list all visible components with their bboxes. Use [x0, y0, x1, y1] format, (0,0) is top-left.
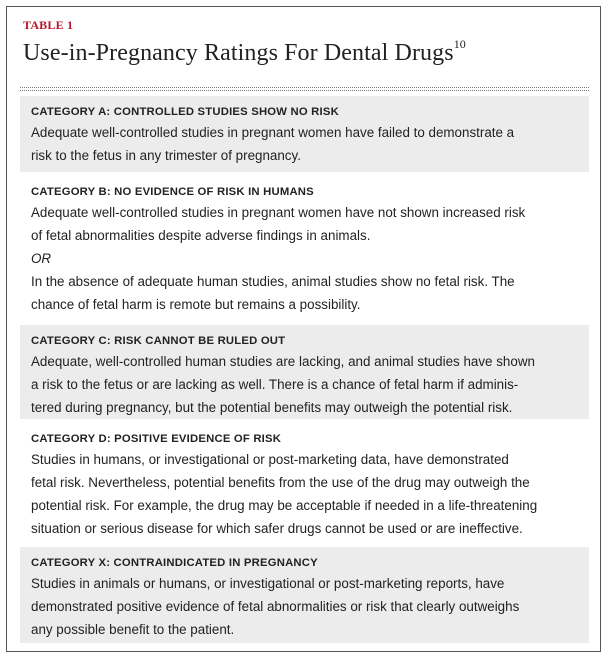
table-title-text: Use-in-Pregnancy Ratings For Dental Drugs [23, 40, 454, 66]
category-d-line-4: situation or serious disease for which safer drugs cannot be used or are ineffective. [31, 521, 523, 536]
table-title-reference: 10 [453, 37, 466, 51]
category-d-line-1: Studies in humans, or investigational or post-marketing data, have demonstrated [31, 452, 509, 467]
category-a-line-2: risk to the fetus in any trimester of pregnancy. [31, 148, 301, 163]
category-x-line-1: Studies in animals or humans, or investigational or post-marketing reports, have [31, 576, 505, 591]
category-d-heading: CATEGORY D: POSITIVE EVIDENCE OF RISK [31, 433, 282, 445]
title-rule-top [20, 87, 589, 88]
category-c-block [20, 325, 589, 419]
category-x-line-2: demonstrated positive evidence of fetal abnormalities or risk that clearly outweighs [31, 599, 520, 614]
category-d-line-2: fetal risk. Nevertheless, potential benefits from the use of the drug may outweigh the [31, 475, 530, 490]
category-c-line-1: Adequate, well-controlled human studies are lacking, and animal studies have shown [31, 354, 535, 369]
category-a-heading: CATEGORY A: CONTROLLED STUDIES SHOW NO RISK [31, 106, 339, 118]
table-label: TABLE 1 [23, 18, 74, 32]
title-rule-bottom [20, 90, 589, 91]
category-x-heading: CATEGORY X: CONTRAINDICATED IN PREGNANCY [31, 557, 318, 569]
category-d-block [20, 423, 589, 543]
category-a-line-1: Adequate well-controlled studies in pregnant women have failed to demonstrate a [31, 125, 515, 140]
category-b-line-4: In the absence of adequate human studies, animal studies show no fetal risk. The [31, 274, 515, 289]
category-d-line-3: potential risk. For example, the drug may be acceptable if needed in a life-threatening [31, 498, 538, 513]
category-c-heading: CATEGORY C: RISK CANNOT BE RULED OUT [31, 335, 286, 347]
table-title [23, 37, 466, 67]
category-b-block [20, 176, 589, 321]
category-b-line-5: chance of fetal harm is remote but remains a possibility. [31, 297, 361, 312]
category-b-line-2: of fetal abnormalities despite adverse findings in animals. [31, 228, 371, 243]
category-a-block [20, 96, 589, 172]
category-b-or: OR [31, 251, 52, 266]
category-c-line-3: tered during pregnancy, but the potential benefits may outweigh the potential risk. [31, 400, 513, 415]
category-c-line-2: a risk to the fetus or are lacking as well. There is a chance of fetal harm if adminis- [31, 377, 519, 392]
category-x-line-3: any possible benefit to the patient. [31, 622, 235, 637]
category-b-line-1: Adequate well-controlled studies in pregnant women have not shown increased risk [31, 205, 526, 220]
category-b-heading: CATEGORY B: NO EVIDENCE OF RISK IN HUMANS [31, 186, 314, 198]
category-x-block [20, 547, 589, 643]
